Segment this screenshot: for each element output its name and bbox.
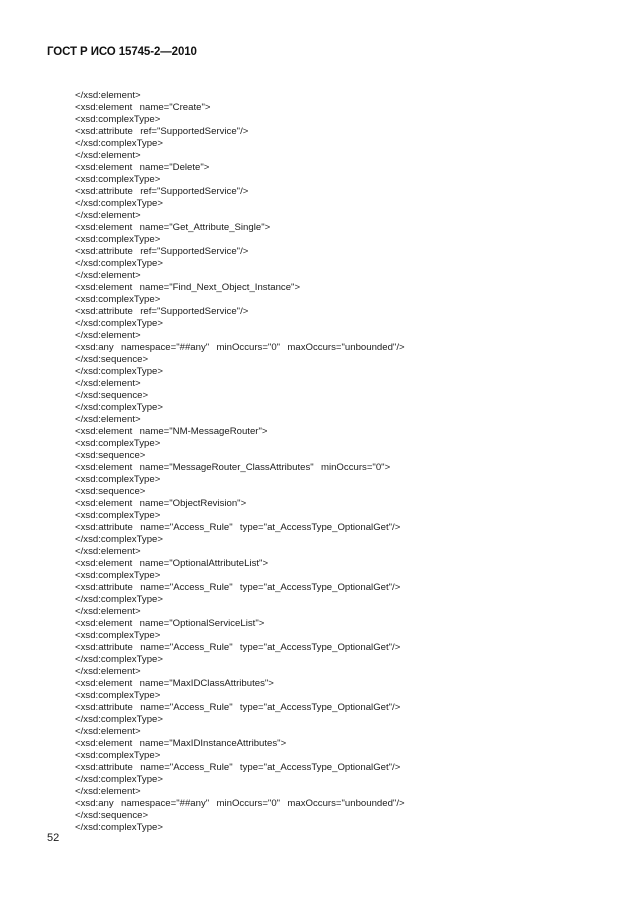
code-line: <xsd:any namespace="##any" minOccurs="0" maxOccurs="unbounded"/> — [75, 798, 405, 809]
code-line: </xsd:element> — [75, 378, 141, 389]
code-line: <xsd:attribute ref="SupportedService"/> — [75, 306, 249, 317]
code-line: </xsd:complexType> — [75, 366, 163, 377]
code-line: </xsd:complexType> — [75, 318, 163, 329]
code-line: </xsd:sequence> — [75, 390, 149, 401]
code-line: <xsd:complexType> — [75, 570, 161, 581]
code-line: <xsd:sequence> — [75, 450, 146, 461]
code-line: <xsd:element name="Find_Next_Object_Instance"> — [75, 282, 301, 293]
code-line: <xsd:element name="Create"> — [75, 102, 211, 113]
document-header-title: ГОСТ Р ИСО 15745-2—2010 — [47, 46, 197, 58]
code-line: </xsd:complexType> — [75, 594, 163, 605]
code-line: <xsd:complexType> — [75, 294, 161, 305]
xsd-code-listing — [75, 90, 405, 834]
code-line: </xsd:complexType> — [75, 714, 163, 725]
code-line: </xsd:complexType> — [75, 822, 163, 833]
code-line: </xsd:element> — [75, 786, 141, 797]
code-line: <xsd:element name="MaxIDClassAttributes"> — [75, 678, 274, 689]
code-line: </xsd:complexType> — [75, 654, 163, 665]
code-line: </xsd:element> — [75, 330, 141, 341]
code-line: </xsd:element> — [75, 666, 141, 677]
code-line: <xsd:complexType> — [75, 114, 161, 125]
code-line: <xsd:element name="OptionalServiceList"> — [75, 618, 265, 629]
code-line: <xsd:attribute ref="SupportedService"/> — [75, 186, 249, 197]
code-line: </xsd:complexType> — [75, 774, 163, 785]
code-line: <xsd:attribute name="Access_Rule" type="at_AccessType_OptionalGet"/> — [75, 762, 401, 773]
code-line: </xsd:element> — [75, 150, 141, 161]
code-line: </xsd:complexType> — [75, 198, 163, 209]
code-line: <xsd:complexType> — [75, 474, 161, 485]
code-line: <xsd:complexType> — [75, 438, 161, 449]
code-line: <xsd:element name="MessageRouter_ClassAttributes" minOccurs="0"> — [75, 462, 391, 473]
code-line: <xsd:attribute ref="SupportedService"/> — [75, 126, 249, 137]
code-line: <xsd:complexType> — [75, 234, 161, 245]
code-line: </xsd:element> — [75, 606, 141, 617]
code-line: <xsd:attribute name="Access_Rule" type="at_AccessType_OptionalGet"/> — [75, 522, 401, 533]
code-line: </xsd:element> — [75, 270, 141, 281]
code-line: </xsd:element> — [75, 546, 141, 557]
code-line: </xsd:element> — [75, 726, 141, 737]
code-line: <xsd:sequence> — [75, 486, 146, 497]
code-line: </xsd:complexType> — [75, 258, 163, 269]
code-line: <xsd:complexType> — [75, 510, 161, 521]
code-line: <xsd:attribute name="Access_Rule" type="at_AccessType_OptionalGet"/> — [75, 702, 401, 713]
code-line: <xsd:element name="MaxIDInstanceAttributes"> — [75, 738, 287, 749]
code-line: <xsd:attribute name="Access_Rule" type="at_AccessType_OptionalGet"/> — [75, 642, 401, 653]
code-line: <xsd:element name="Get_Attribute_Single"> — [75, 222, 271, 233]
code-line: <xsd:element name="NM-MessageRouter"> — [75, 426, 268, 437]
code-line: <xsd:complexType> — [75, 630, 161, 641]
code-line: </xsd:sequence> — [75, 810, 149, 821]
code-line: <xsd:attribute name="Access_Rule" type="at_AccessType_OptionalGet"/> — [75, 582, 401, 593]
code-line: </xsd:complexType> — [75, 402, 163, 413]
code-line: </xsd:sequence> — [75, 354, 149, 365]
code-line: <xsd:element name="ObjectRevision"> — [75, 498, 247, 509]
code-line: <xsd:any namespace="##any" minOccurs="0" maxOccurs="unbounded"/> — [75, 342, 405, 353]
code-line: <xsd:complexType> — [75, 690, 161, 701]
code-line: </xsd:complexType> — [75, 138, 163, 149]
code-line: <xsd:complexType> — [75, 750, 161, 761]
code-line: <xsd:element name="Delete"> — [75, 162, 210, 173]
page-number: 52 — [47, 832, 60, 844]
code-line: <xsd:element name="OptionalAttributeList"> — [75, 558, 269, 569]
code-line: </xsd:element> — [75, 210, 141, 221]
code-line: <xsd:complexType> — [75, 174, 161, 185]
code-line: </xsd:element> — [75, 90, 141, 101]
code-line: </xsd:complexType> — [75, 534, 163, 545]
code-line: </xsd:element> — [75, 414, 141, 425]
code-line: <xsd:attribute ref="SupportedService"/> — [75, 246, 249, 257]
